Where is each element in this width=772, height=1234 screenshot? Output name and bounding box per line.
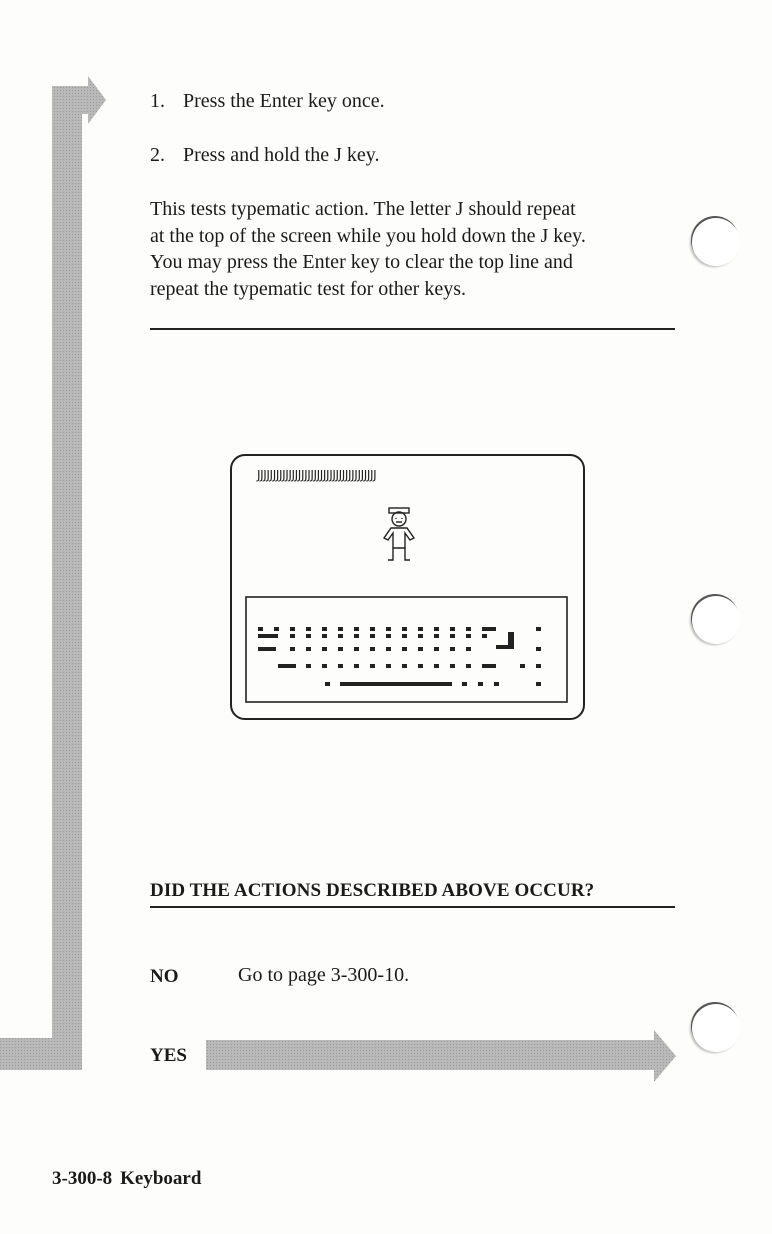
- paragraph-line: at the top of the screen while you hold down the J key.: [150, 224, 586, 247]
- step-2-number: 2.: [150, 144, 165, 166]
- question-underline: [150, 906, 675, 908]
- no-label: NO: [150, 966, 179, 987]
- question-heading: DID THE ACTIONS DESCRIBED ABOVE OCCUR?: [150, 880, 595, 901]
- keyboard-keys: [258, 627, 541, 686]
- paragraph-line: This tests typematic action. The letter J should repeat: [150, 198, 576, 220]
- yes-label: YES: [150, 1045, 187, 1066]
- step-2-text: Press and hold the J key.: [183, 144, 380, 166]
- paragraph-line: You may press the Enter key to clear the top line and: [150, 251, 573, 273]
- step-1-number: 1.: [150, 90, 165, 112]
- section-name: Keyboard: [120, 1168, 202, 1189]
- no-instruction: Go to page 3-300-10.: [238, 964, 410, 986]
- step-1-text: Press the Enter key once.: [183, 90, 385, 112]
- figure-icon: [384, 508, 414, 560]
- paragraph-line: repeat the typematic test for other keys.: [150, 277, 466, 300]
- page-footer: [52, 1168, 201, 1190]
- screen-j-line: JJJJJJJJJJJJJJJJJJJJJJJJJJJJJJJJJJJJJJ: [257, 468, 377, 482]
- monitor-frame: [231, 455, 584, 719]
- page-number: 3-300-8: [52, 1168, 113, 1189]
